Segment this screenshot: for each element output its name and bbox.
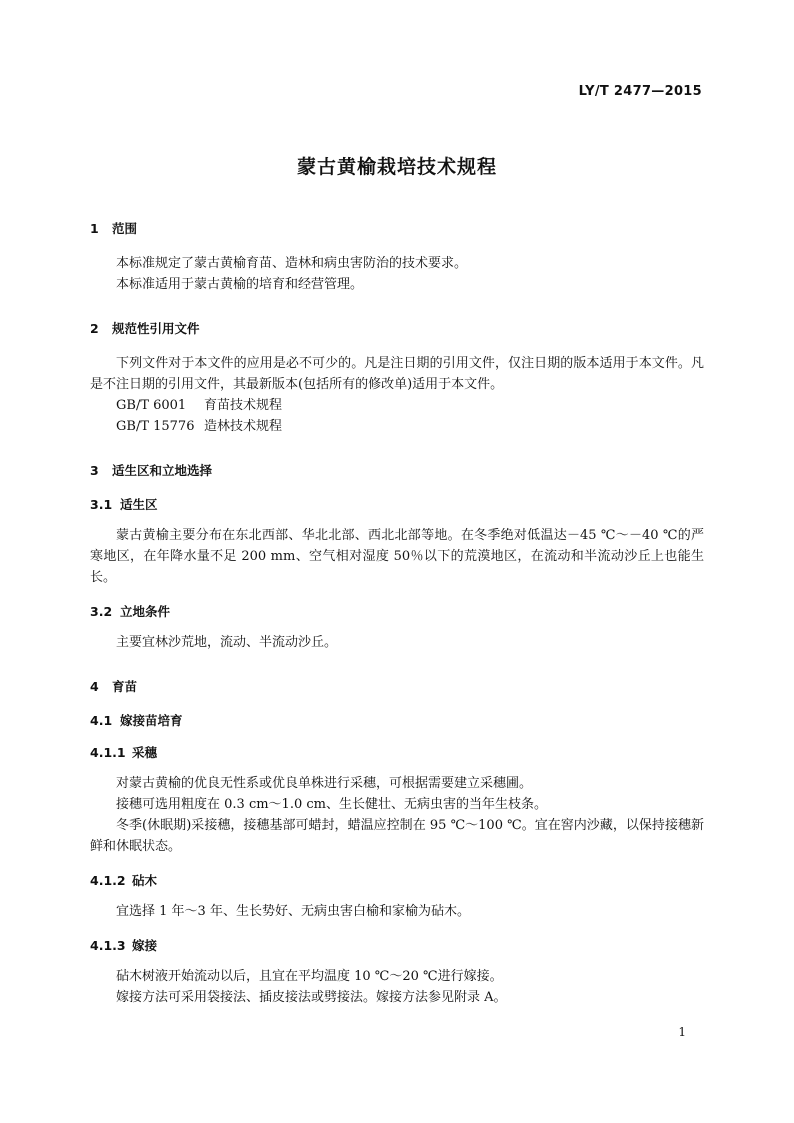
- page-number: 1: [678, 1025, 686, 1039]
- subsection-heading: 4.1.2 砧木: [90, 873, 158, 888]
- paragraph: 本标准规定了蒙古黄榆育苗、造林和病虫害防治的技术要求。: [116, 256, 468, 271]
- section-heading: 2 规范性引用文件: [90, 321, 200, 336]
- paragraph: 主要宜林沙荒地，流动、半流动沙丘。: [116, 635, 338, 650]
- section-heading: 3 适生区和立地选择: [90, 463, 213, 478]
- paragraph: 本标准适用于蒙古黄榆的培育和经营管理。: [116, 277, 364, 292]
- paragraph: 接穗可选用粗度在 0.3 cm～1.0 cm、生长健壮、无病虫害的当年生枝条。: [116, 797, 547, 812]
- document-title: 蒙古黄榆栽培技术规程: [296, 156, 497, 178]
- document-body: [90, 219, 704, 1008]
- paragraph: 冬季(休眠期)采接穗，接穗基部可蜡封，蜡温应控制在 95 ℃～100 ℃。宜在窖内沙藏，以保持接穗新鲜和休眠状态。: [90, 818, 704, 854]
- subsection-heading: 3.1 适生区: [90, 497, 158, 512]
- section-heading: 1 范围: [90, 221, 138, 236]
- subsection-heading: 4.1.3 嫁接: [90, 938, 158, 953]
- paragraph: 对蒙古黄榆的优良无性系或优良单株进行采穗，可根据需要建立采穗圃。: [116, 776, 533, 791]
- section-heading: 4 育苗: [90, 679, 138, 694]
- subsection-heading: 3.2 立地条件: [90, 604, 171, 619]
- paragraph: 砧木树液开始流动以后，且宜在平均温度 10 ℃～20 ℃进行嫁接。: [116, 969, 503, 984]
- paragraph: 嫁接方法可采用袋接法、插皮接法或劈接法。嫁接方法参见附录 A。: [116, 990, 507, 1005]
- reference-item: GB/T 15776 造林技术规程: [116, 419, 283, 434]
- reference-item: GB/T 6001 育苗技术规程: [116, 398, 283, 413]
- paragraph: 下列文件对于本文件的应用是必不可少的。凡是注日期的引用文件，仅注日期的版本适用于本文件。凡是不注日期的引用文件，其最新版本(包括所有的修改单)适用于本文件。: [90, 356, 704, 392]
- paragraph: 蒙古黄榆主要分布在东北西部、华北北部、西北北部等地。在冬季绝对低温达－45 ℃～－40 ℃的严寒地区，在年降水量不足 200 mm、空气相对湿度 50％以下的荒漠地区，在流动和半流动沙丘上也能生长。: [90, 528, 704, 585]
- subsection-heading: 4.1.1 采穗: [90, 745, 158, 760]
- subsection-heading: 4.1 嫁接苗培育: [90, 713, 183, 728]
- paragraph: 宜选择 1 年～3 年、生长势好、无病虫害白榆和家榆为砧木。: [116, 904, 470, 919]
- standard-code: LY/T 2477—2015: [578, 84, 702, 99]
